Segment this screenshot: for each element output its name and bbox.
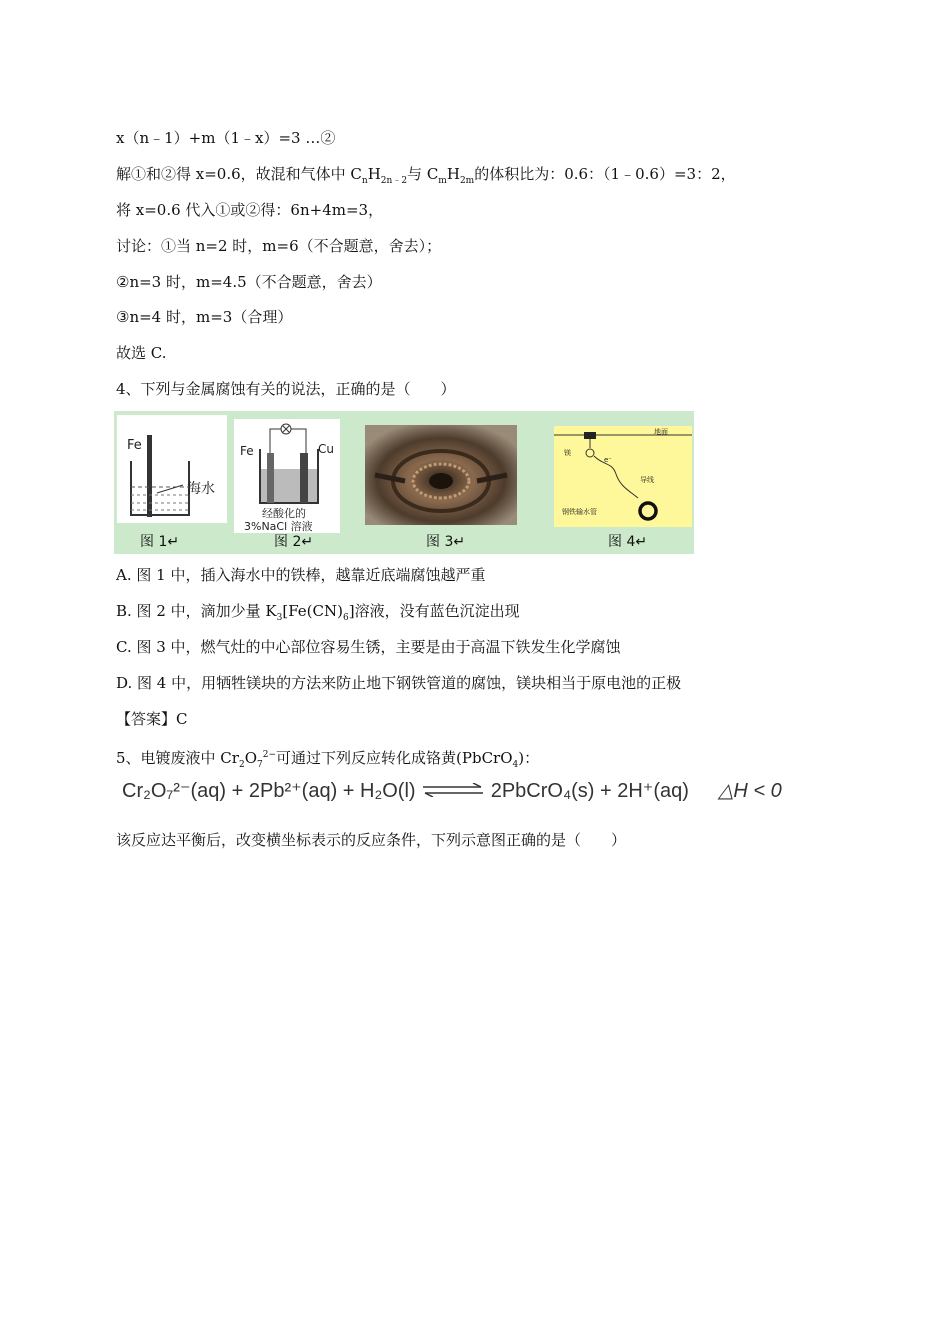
figure-2 <box>234 419 340 533</box>
fig2-solution-label-2: 3%NaCl 溶液 <box>244 520 313 533</box>
figure-strip <box>114 411 694 554</box>
fig4-pipe-label: 钢铁输水管 <box>562 508 597 516</box>
fig2-cu-label: Cu <box>318 442 334 456</box>
fig1-fe-label: Fe <box>127 438 142 453</box>
figure-4-caption: 图 4↵ <box>608 534 648 550</box>
figure-4 <box>554 426 692 527</box>
option-b: B. 图 2 中，滴加少量 $K_3[Fe(CN)_6]$溶液，没有蓝色沉淀出现 <box>116 602 520 623</box>
equilibrium-arrow-icon <box>421 780 485 803</box>
enthalpy-change: △H < 0 <box>718 780 782 802</box>
text-line-5: ②n=3 时，m=4.5（不合题意，舍去） <box>116 273 382 291</box>
option-a: A. 图 1 中，插入海水中的铁棒，越靠近底端腐蚀越严重 <box>116 566 486 584</box>
figure-2-caption: 图 2↵ <box>274 534 314 550</box>
question-4: 4、下列与金属腐蚀有关的说法，正确的是（ ） <box>116 380 456 398</box>
fig2-solution-label-1: 经酸化的 <box>262 507 306 520</box>
figure-3-caption: 图 3↵ <box>426 534 466 550</box>
text-line-1: x（n﹣1）+m（1﹣x）=3 …② <box>116 129 336 147</box>
text-line-3: 将 x=0.6 代入①或②得：6n+4m=3， <box>116 201 384 219</box>
figure-1 <box>117 415 227 523</box>
fig2-fe-label: Fe <box>240 444 254 458</box>
text-line-6: ③n=4 时，m=3（合理） <box>116 308 293 326</box>
equation-left: Cr₂O₇²⁻(aq) + 2Pb²⁺(aq) + H₂O(l) <box>122 780 416 802</box>
answer: 【答案】C <box>116 710 188 728</box>
equation-right: 2PbCrO₄(s) + 2H⁺(aq) <box>490 780 689 802</box>
option-c: C. 图 3 中，燃气灶的中心部位容易生锈，主要是由于高温下铁发生化学腐蚀 <box>116 638 621 656</box>
text-line-2: 解①和②得 x=0.6，故混和气体中 $C_nH_{2n﹣2}$与 $C_mH_{2m}$的体积比为：0.6：（1﹣0.6）=3：2， <box>116 165 736 186</box>
fig1-water-label: 海水 <box>187 481 215 497</box>
question-5-prompt: 该反应达平衡后，改变横坐标表示的反应条件，下列示意图正确的是（ ） <box>116 831 627 849</box>
text-line-4: 讨论：①当 n=2 时，m=6（不合题意，舍去）； <box>116 237 442 255</box>
fig4-wire-label: 导线 <box>640 476 654 484</box>
option-d: D. 图 4 中，用牺牲镁块的方法来防止地下钢铁管道的腐蚀，镁块相当于原电池的正极 <box>116 674 682 692</box>
reaction-equation <box>122 778 782 803</box>
figure-1-caption: 图 1↵ <box>140 534 180 550</box>
fig4-mg-label: 镁 <box>564 449 571 457</box>
text-line-7: 故选 C. <box>116 344 167 362</box>
fig4-ground-label: 地面 <box>654 428 668 436</box>
question-5: 5、电镀废液中 $Cr_2O_7^{2-}$可通过下列反应转化成铬黄(PbCrO$_4$)： <box>116 749 540 770</box>
figure-3 <box>365 425 517 525</box>
fig4-electron-label: e⁻ <box>604 456 613 464</box>
